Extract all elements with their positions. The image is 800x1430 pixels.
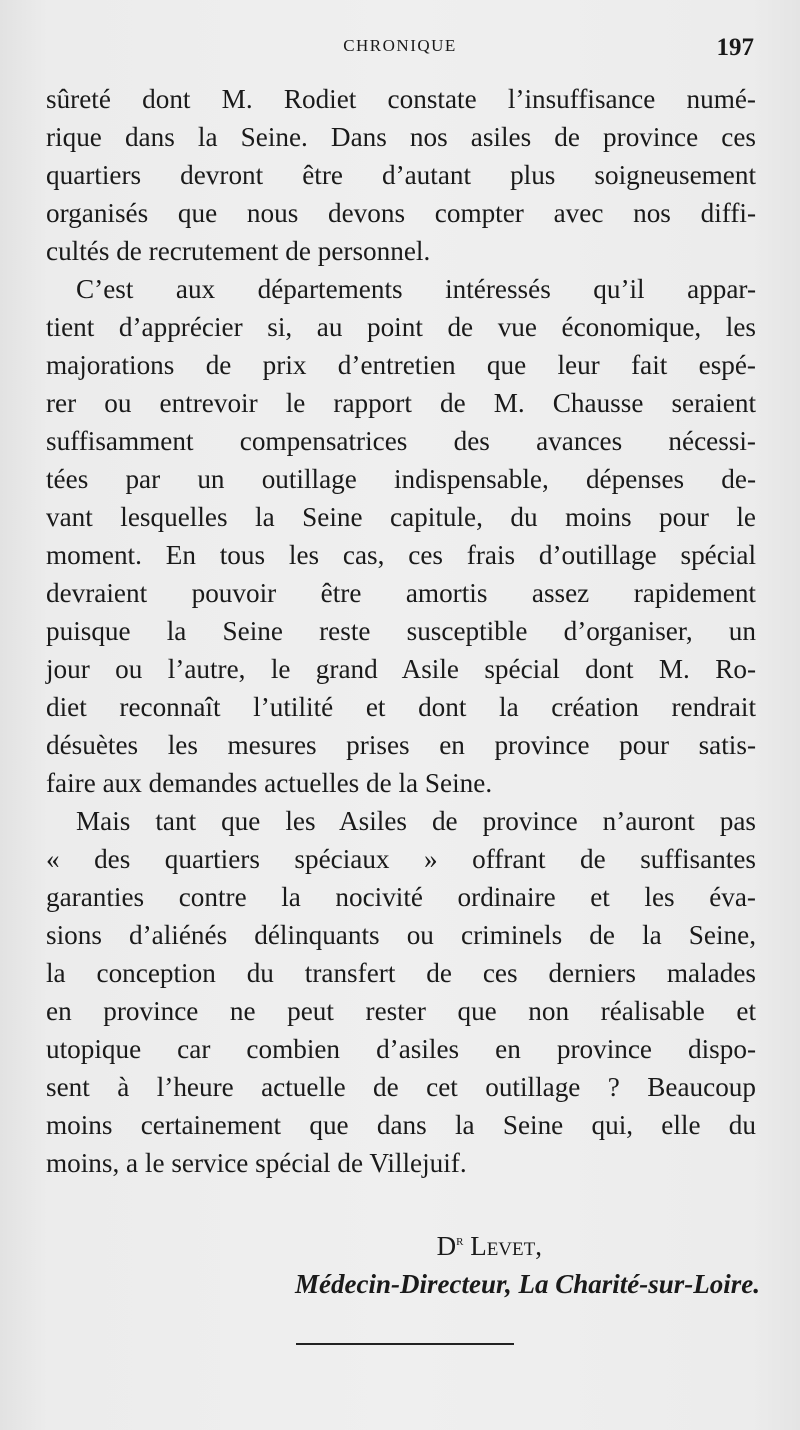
text-line: moment. En tous les cas, ces frais d’outillage spécial — [46, 540, 756, 570]
text-line: diet reconnaît l’utilité et dont la création rendrait — [46, 692, 756, 722]
text-line: suffisamment compensatrices des avances nécessi- — [46, 426, 756, 456]
text-line: sûreté dont M. Rodiet constate l’insuffisance numé- — [46, 84, 756, 114]
text-line: C’est aux départements intéressés qu’il appar- — [76, 274, 756, 304]
text-line: tient d’apprécier si, au point de vue économique, les — [46, 312, 756, 342]
paragraph-3 — [46, 802, 756, 1182]
text-line: devraient pouvoir être amortis assez rapidement — [46, 578, 756, 608]
text-line: puisque la Seine reste susceptible d’organiser, un — [46, 616, 756, 646]
text-line: la conception du transfert de ces derniers malades — [46, 958, 756, 988]
running-title: CHRONIQUE — [343, 36, 457, 55]
text-line: sent à l’heure actuelle de cet outillage ? Beaucoup — [46, 1072, 756, 1102]
author-role: Médecin-Directeur, La Charité-sur-Loire. — [295, 1269, 760, 1299]
text-line: organisés que nous devons compter avec nos diffi- — [46, 198, 756, 228]
text-line: « des quartiers spéciaux » offrant de suffisantes — [46, 844, 756, 874]
text-line: quartiers devront être d’autant plus soigneusement — [46, 160, 756, 190]
running-head — [0, 34, 800, 64]
closing-rule — [296, 1343, 514, 1345]
text-line: cultés de recrutement de personnel. — [46, 236, 431, 266]
paragraph-1 — [46, 80, 756, 270]
text-line: tées par un outillage indispensable, dépenses de- — [46, 464, 756, 494]
text-line: en province ne peut rester que non réalisable et — [46, 996, 756, 1026]
text-line: faire aux demandes actuelles de la Seine. — [46, 768, 493, 798]
page-number: 197 — [716, 34, 754, 61]
text-line: vant lesquelles la Seine capitule, du moins pour le — [46, 502, 756, 532]
text-line: moins, a le service spécial de Villejuif. — [46, 1148, 467, 1178]
text-line: désuètes les mesures prises en province pour satis- — [46, 730, 756, 760]
paragraph-2 — [46, 270, 756, 802]
author-name — [0, 1222, 760, 1265]
text-line: jour ou l’autre, le grand Asile spécial dont M. Ro- — [46, 654, 756, 684]
body-text — [46, 80, 756, 1182]
text-line: rique dans la Seine. Dans nos asiles de province ces — [46, 122, 756, 152]
text-line: Mais tant que les Asiles de province n’auront pas — [76, 806, 756, 836]
author-title-suffix: r — [456, 1233, 464, 1249]
author-title: D — [436, 1231, 457, 1261]
text-line: rer ou entrevoir le rapport de M. Chausse seraient — [46, 388, 756, 418]
text-line: utopique car combien d’asiles en province dispo- — [46, 1034, 756, 1064]
text-line: garanties contre la nocivité ordinaire et les éva- — [46, 882, 756, 912]
text-line: moins certainement que dans la Seine qui, elle du — [46, 1110, 756, 1140]
text-line: majorations de prix d’entretien que leur fait espé- — [46, 350, 756, 380]
signature-block — [0, 1222, 760, 1303]
text-line: sions d’aliénés délinquants ou criminels de la Seine, — [46, 920, 756, 950]
author-surname: Levet, — [470, 1231, 542, 1261]
